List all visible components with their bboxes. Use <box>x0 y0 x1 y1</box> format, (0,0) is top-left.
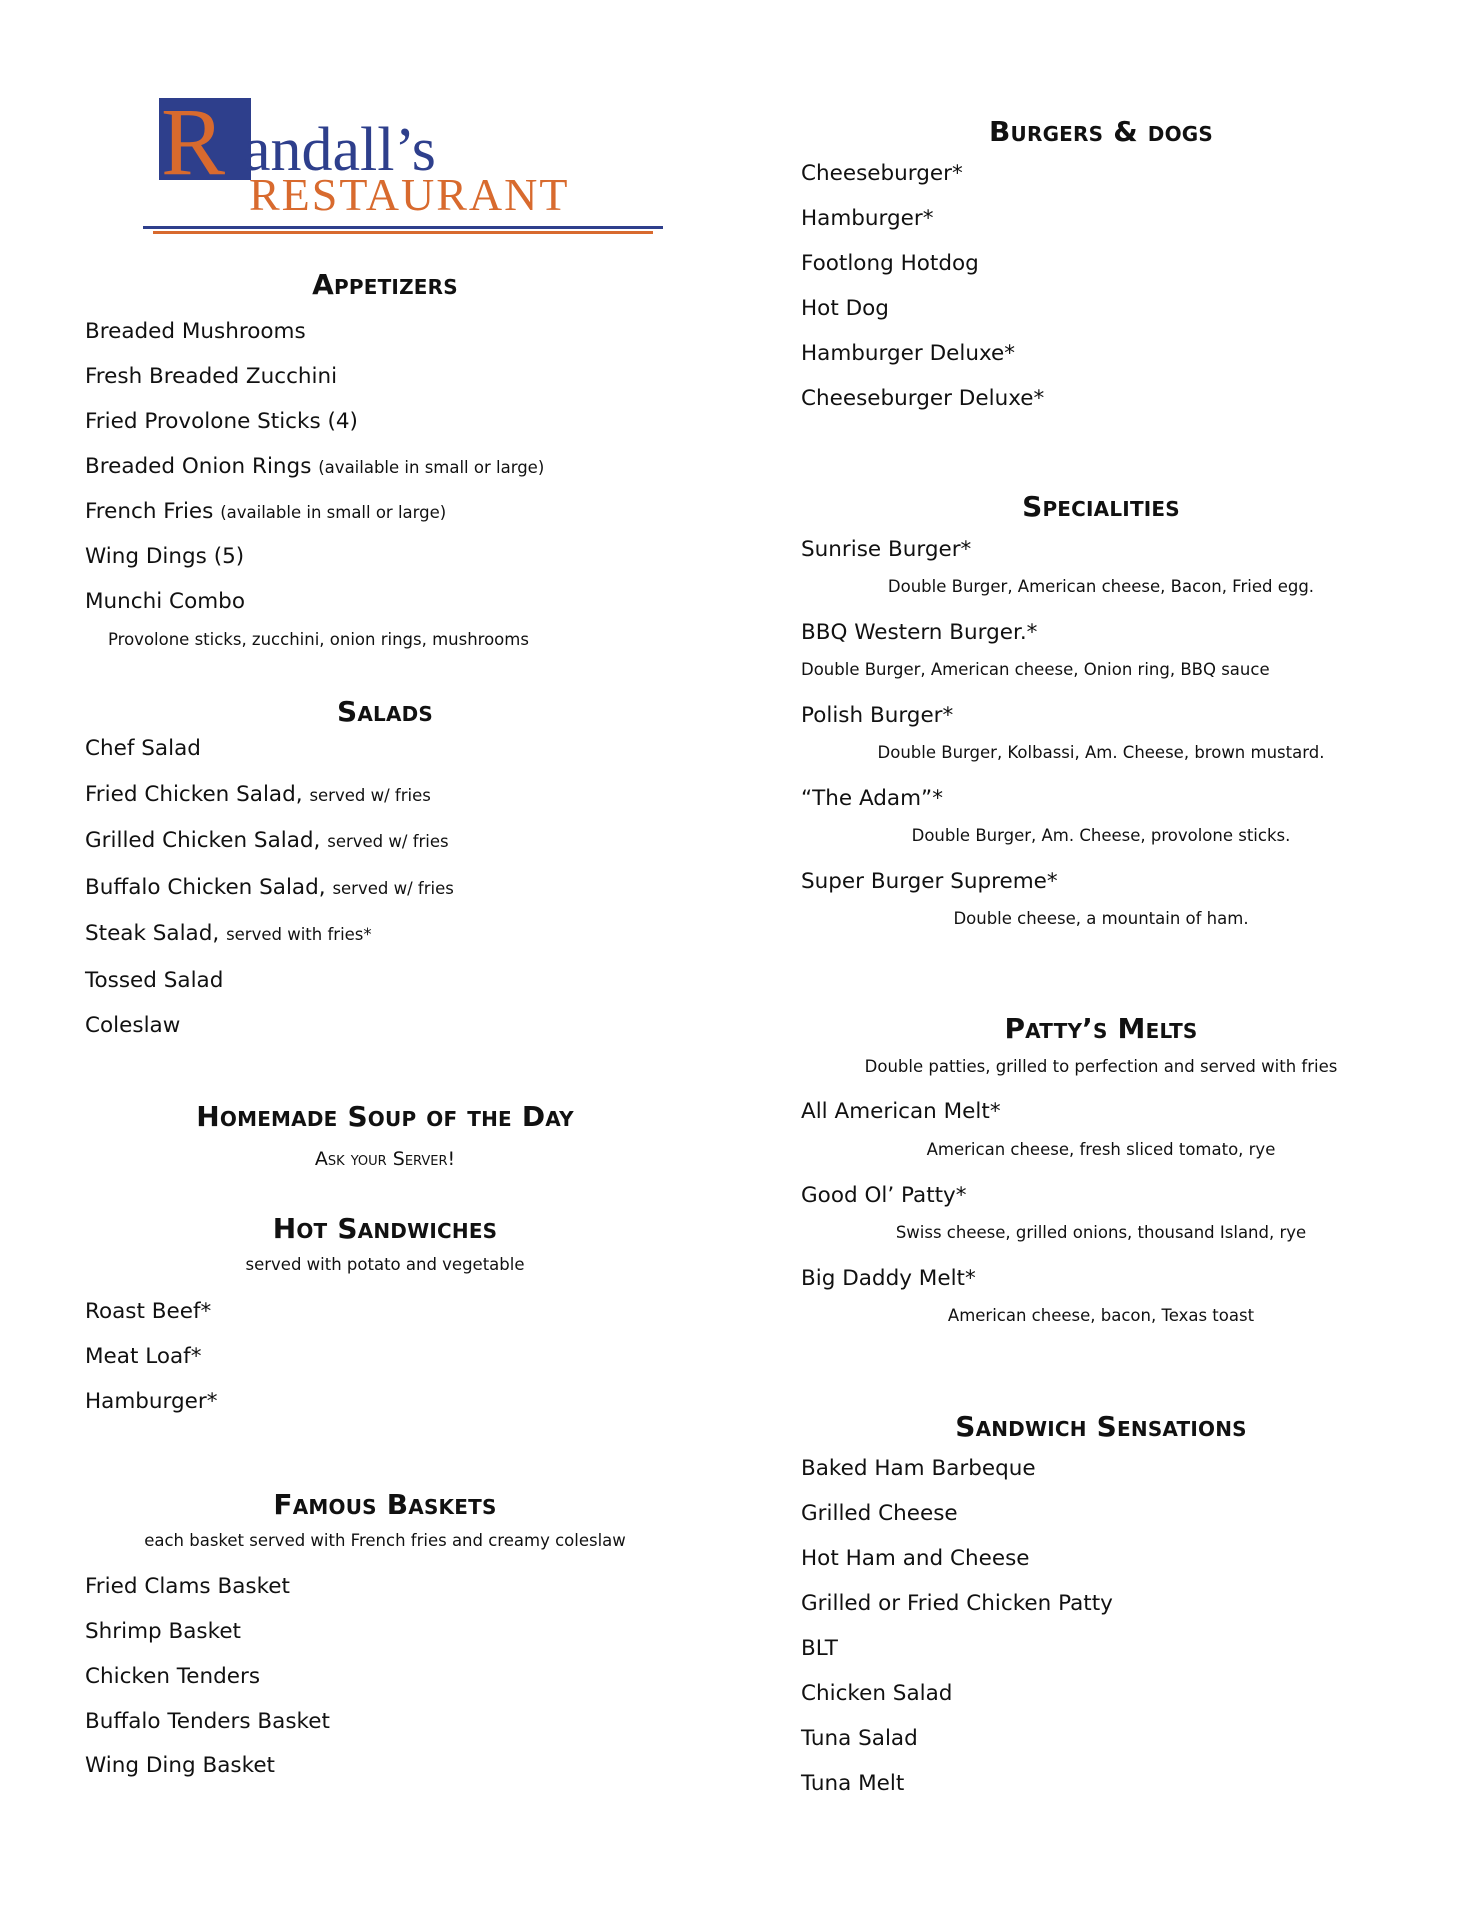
menu-item: Roast Beef* <box>85 1299 212 1324</box>
item-note: (available in small or large) <box>318 458 545 477</box>
menu-item: Hamburger Deluxe* <box>801 341 1015 366</box>
item-note: served with fries* <box>226 925 372 944</box>
menu-item: Tossed Salad <box>85 968 224 993</box>
item-description: American cheese, fresh sliced tomato, rye <box>926 1140 1276 1159</box>
menu-item: Grilled Cheese <box>801 1501 958 1526</box>
menu-item: Coleslaw <box>85 1013 181 1038</box>
item-description: Double cheese, a mountain of ham. <box>953 909 1249 928</box>
menu-item: BLT <box>801 1636 838 1661</box>
logo-name-rest: andall’s <box>243 116 436 184</box>
menu-item: Footlong Hotdog <box>801 251 979 276</box>
menu-item: “The Adam”* <box>801 786 943 811</box>
menu-item: Sunrise Burger* <box>801 537 972 562</box>
menu-item: Munchi Combo <box>85 589 245 614</box>
specialities-heading: Specialities <box>1022 490 1180 523</box>
menu-item: Hot Ham and Cheese <box>801 1546 1030 1571</box>
hot-sandwiches-heading: Hot Sandwiches <box>272 1212 498 1245</box>
menu-item: Meat Loaf* <box>85 1344 202 1369</box>
item-note: (available in small or large) <box>220 503 447 522</box>
item-description: Double Burger, American cheese, Onion ring, BBQ sauce <box>801 660 1270 679</box>
restaurant-logo <box>135 90 665 250</box>
menu-item: Hamburger* <box>85 1389 218 1414</box>
menu-item: Tuna Melt <box>801 1771 905 1796</box>
menu-item: Grilled or Fried Chicken Patty <box>801 1591 1113 1616</box>
menu-item: Big Daddy Melt* <box>801 1266 976 1291</box>
item-description: Swiss cheese, grilled onions, thousand Island, rye <box>895 1223 1307 1242</box>
item-description: Double Burger, Am. Cheese, provolone sticks. <box>911 826 1291 845</box>
menu-item: Wing Dings (5) <box>85 544 245 569</box>
menu-item: Super Burger Supreme* <box>801 869 1058 894</box>
logo-subtitle: RESTAURANT <box>249 169 570 220</box>
item-description: Provolone sticks, zucchini, onion rings, mushrooms <box>108 630 529 649</box>
menu-item: Buffalo Tenders Basket <box>85 1709 330 1734</box>
menu-item: Cheeseburger Deluxe* <box>801 386 1045 411</box>
sandwiches-heading: Sandwich Sensations <box>955 1410 1247 1443</box>
menu-item: Fried Provolone Sticks (4) <box>85 409 358 434</box>
menu-item: Chef Salad <box>85 736 201 761</box>
menu-item: Baked Ham Barbeque <box>801 1456 1036 1481</box>
menu-item: Wing Ding Basket <box>85 1753 275 1778</box>
menu-item: Fresh Breaded Zucchini <box>85 364 338 389</box>
item-description: Double Burger, Kolbassi, Am. Cheese, brown mustard. <box>877 743 1325 762</box>
menu-item: Tuna Salad <box>801 1726 918 1751</box>
logo-blue-rule <box>143 226 663 229</box>
burgers-heading: Burgers & dogs <box>988 115 1213 148</box>
soup-subtitle: Ask your Server! <box>314 1148 456 1170</box>
menu-item: Breaded Mushrooms <box>85 319 306 344</box>
item-description: Double Burger, American cheese, Bacon, Fried egg. <box>887 577 1315 596</box>
menu-item: Cheeseburger* <box>801 161 963 186</box>
menu-item: Breaded Onion Rings (available in small or large) <box>85 454 545 479</box>
menu-item: BBQ Western Burger.* <box>801 620 1038 645</box>
menu-item: French Fries (available in small or large) <box>85 499 447 524</box>
salads-heading: Salads <box>336 695 434 728</box>
soup-heading: Homemade Soup of the Day <box>196 1100 574 1133</box>
menu-item: All American Melt* <box>801 1099 1001 1124</box>
menu-item: Shrimp Basket <box>85 1619 241 1644</box>
menu-item: Fried Chicken Salad, served w/ fries <box>85 782 431 807</box>
menu-item: Hot Dog <box>801 296 889 321</box>
appetizers-heading: Appetizers <box>312 268 458 301</box>
menu-item: Hamburger* <box>801 206 934 231</box>
logo-initial: R <box>161 90 226 195</box>
item-description: American cheese, bacon, Texas toast <box>947 1306 1255 1325</box>
menu-item: Buffalo Chicken Salad, served w/ fries <box>85 875 454 900</box>
melts-heading: Patty’s Melts <box>1004 1012 1198 1045</box>
menu-item: Grilled Chicken Salad, served w/ fries <box>85 828 449 853</box>
item-note: served w/ fries <box>327 832 449 851</box>
menu-item: Polish Burger* <box>801 703 954 728</box>
hot-sandwiches-subtitle: served with potato and vegetable <box>245 1255 525 1274</box>
logo-graphic <box>135 90 665 250</box>
menu-item: Fried Clams Basket <box>85 1574 290 1599</box>
baskets-subtitle: each basket served with French fries and creamy coleslaw <box>144 1531 626 1550</box>
menu-item: Chicken Salad <box>801 1681 953 1706</box>
menu-item: Chicken Tenders <box>85 1664 261 1689</box>
item-note: served w/ fries <box>309 786 431 805</box>
menu-item: Steak Salad, served with fries* <box>85 921 372 946</box>
baskets-heading: Famous Baskets <box>273 1488 497 1521</box>
melts-subtitle: Double patties, grilled to perfection and served with fries <box>864 1057 1338 1076</box>
item-note: served w/ fries <box>332 879 454 898</box>
logo-orange-rule <box>153 231 653 234</box>
menu-item: Good Ol’ Patty* <box>801 1183 967 1208</box>
